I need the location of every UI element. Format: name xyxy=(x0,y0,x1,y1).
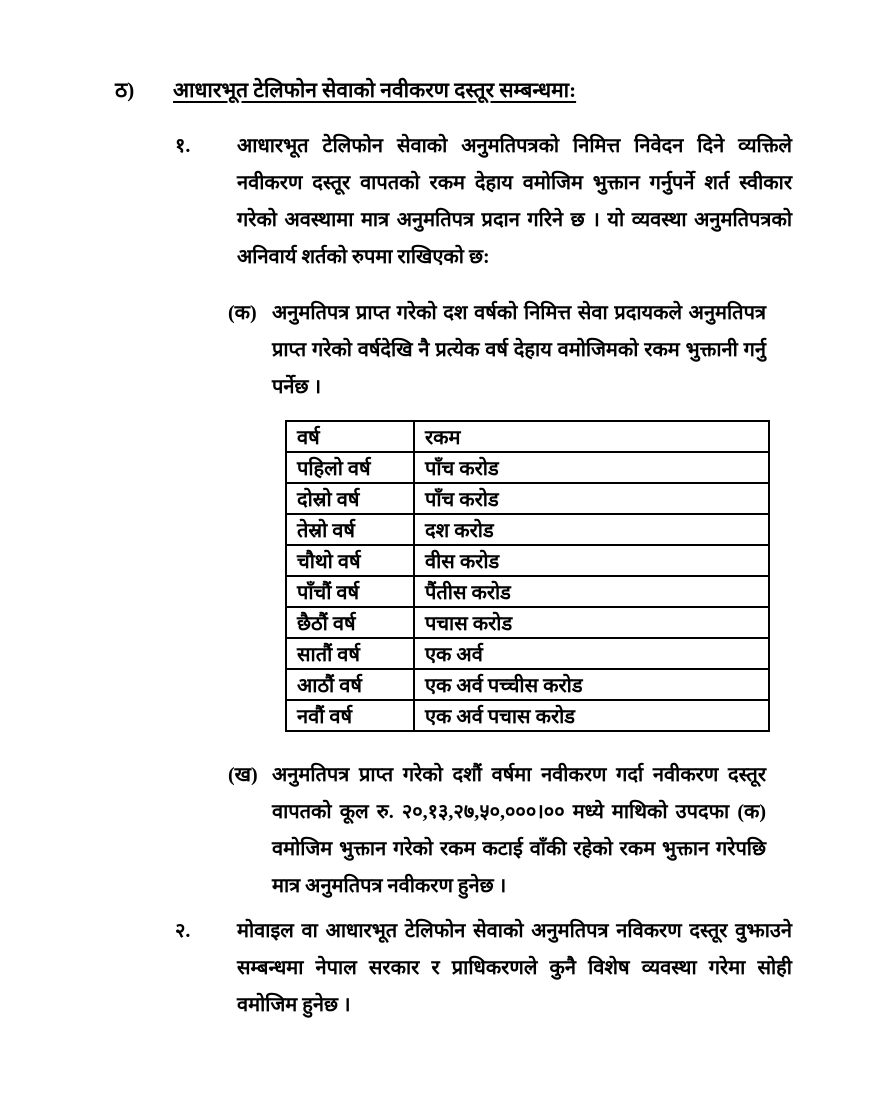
table-cell-amount: पाँच करोड xyxy=(414,483,769,514)
section-label: ठ) xyxy=(115,78,135,102)
table-cell-year: छैठौं वर्ष xyxy=(286,607,414,638)
table-header-year: वर्ष xyxy=(286,421,414,452)
table-row xyxy=(286,483,769,514)
table-cell-amount: पचास करोड xyxy=(414,607,769,638)
clause-2-text: मोवाइल वा आधारभूत टेलिफोन सेवाको अनुमतिपत्र नविकरण दस्तूर वुझाउने सम्बन्धमा नेपाल सरकार र प्राधिकरणले कुनै विशेष व्यवस्था गरेमा सोही वमोजिम हुनेछ । xyxy=(237,920,792,1016)
table-cell-year: सातौं वर्ष xyxy=(286,638,414,669)
table-cell-amount: एक अर्व पचास करोड xyxy=(414,700,769,731)
section-heading: आधारभूत टेलिफोन सेवाको नवीकरण दस्तूर सम्बन्धमा: xyxy=(173,78,577,102)
table-cell-amount: एक अर्व पच्चीस करोड xyxy=(414,669,769,700)
subclause-kha-text: अनुमतिपत्र प्राप्त गरेको दशौं वर्षमा नवीकरण गर्दा नवीकरण दस्तूर वापतको कूल रु. २०,१३,२७,५०,०००।०० मध्ये माथिको उपदफा (क) वमोजिम भुक्तान गरेको रकम कटाई वाँकी रहेको रकम भुक्तान गरेपछि मात्र अनुमतिपत्र नवीकरण हुनेछ । xyxy=(272,764,766,897)
table-header-row xyxy=(286,421,769,452)
table-cell-year: पाँचौं वर्ष xyxy=(286,576,414,607)
table-row xyxy=(286,545,769,576)
table-cell-year: आठौं वर्ष xyxy=(286,669,414,700)
subclause-ka-label: (क) xyxy=(228,302,257,324)
table-cell-year: तेस्रो वर्ष xyxy=(286,514,414,545)
table-row xyxy=(286,700,769,731)
table-row xyxy=(286,669,769,700)
table-cell-amount: पाँच करोड xyxy=(414,452,769,483)
subclause-ka xyxy=(228,295,766,406)
clause-2-number: २. xyxy=(175,920,191,942)
subclause-kha-label: (ख) xyxy=(228,764,258,786)
table-row xyxy=(286,638,769,669)
table-cell-year: दोस्रो वर्ष xyxy=(286,483,414,514)
table-row xyxy=(286,576,769,607)
table-cell-year: नवौं वर्ष xyxy=(286,700,414,731)
table-cell-amount: वीस करोड xyxy=(414,545,769,576)
table-cell-year: पहिलो वर्ष xyxy=(286,452,414,483)
clause-1-number: १. xyxy=(175,135,191,157)
table-cell-year: चौथो वर्ष xyxy=(286,545,414,576)
table-cell-amount: दश करोड xyxy=(414,514,769,545)
clause-1-text: आधारभूत टेलिफोन सेवाको अनुमतिपत्रको निमित्त निवेदन दिने व्यक्तिले नवीकरण दस्तूर वापतको रकम देहाय वमोजिम भुक्तान गर्नुपर्ने शर्त स्वीकार गरेको अवस्थामा मात्र अनुमतिपत्र प्रदान गरिने छ । यो व्यवस्था अनुमतिपत्रको अनिवार्य शर्तको रुपमा राखिएको छ: xyxy=(237,135,792,268)
renewal-fee-table xyxy=(285,420,770,732)
table-header-amount: रकम xyxy=(414,421,769,452)
clause-1 xyxy=(175,128,792,276)
table-row xyxy=(286,514,769,545)
table-cell-amount: एक अर्व xyxy=(414,638,769,669)
section-heading-row xyxy=(115,76,800,104)
table-cell-amount: पैंतीस करोड xyxy=(414,576,769,607)
subclause-kha xyxy=(228,757,766,905)
table-row xyxy=(286,607,769,638)
subclause-ka-text: अनुमतिपत्र प्राप्त गरेको दश वर्षको निमित्त सेवा प्रदायकले अनुमतिपत्र प्राप्त गरेको वर्षदेखि नै प्रत्येक वर्ष देहाय वमोजिमको रकम भुक्तानी गर्नु पर्नेछ । xyxy=(272,302,766,398)
clause-2 xyxy=(175,913,792,1024)
table-row xyxy=(286,452,769,483)
